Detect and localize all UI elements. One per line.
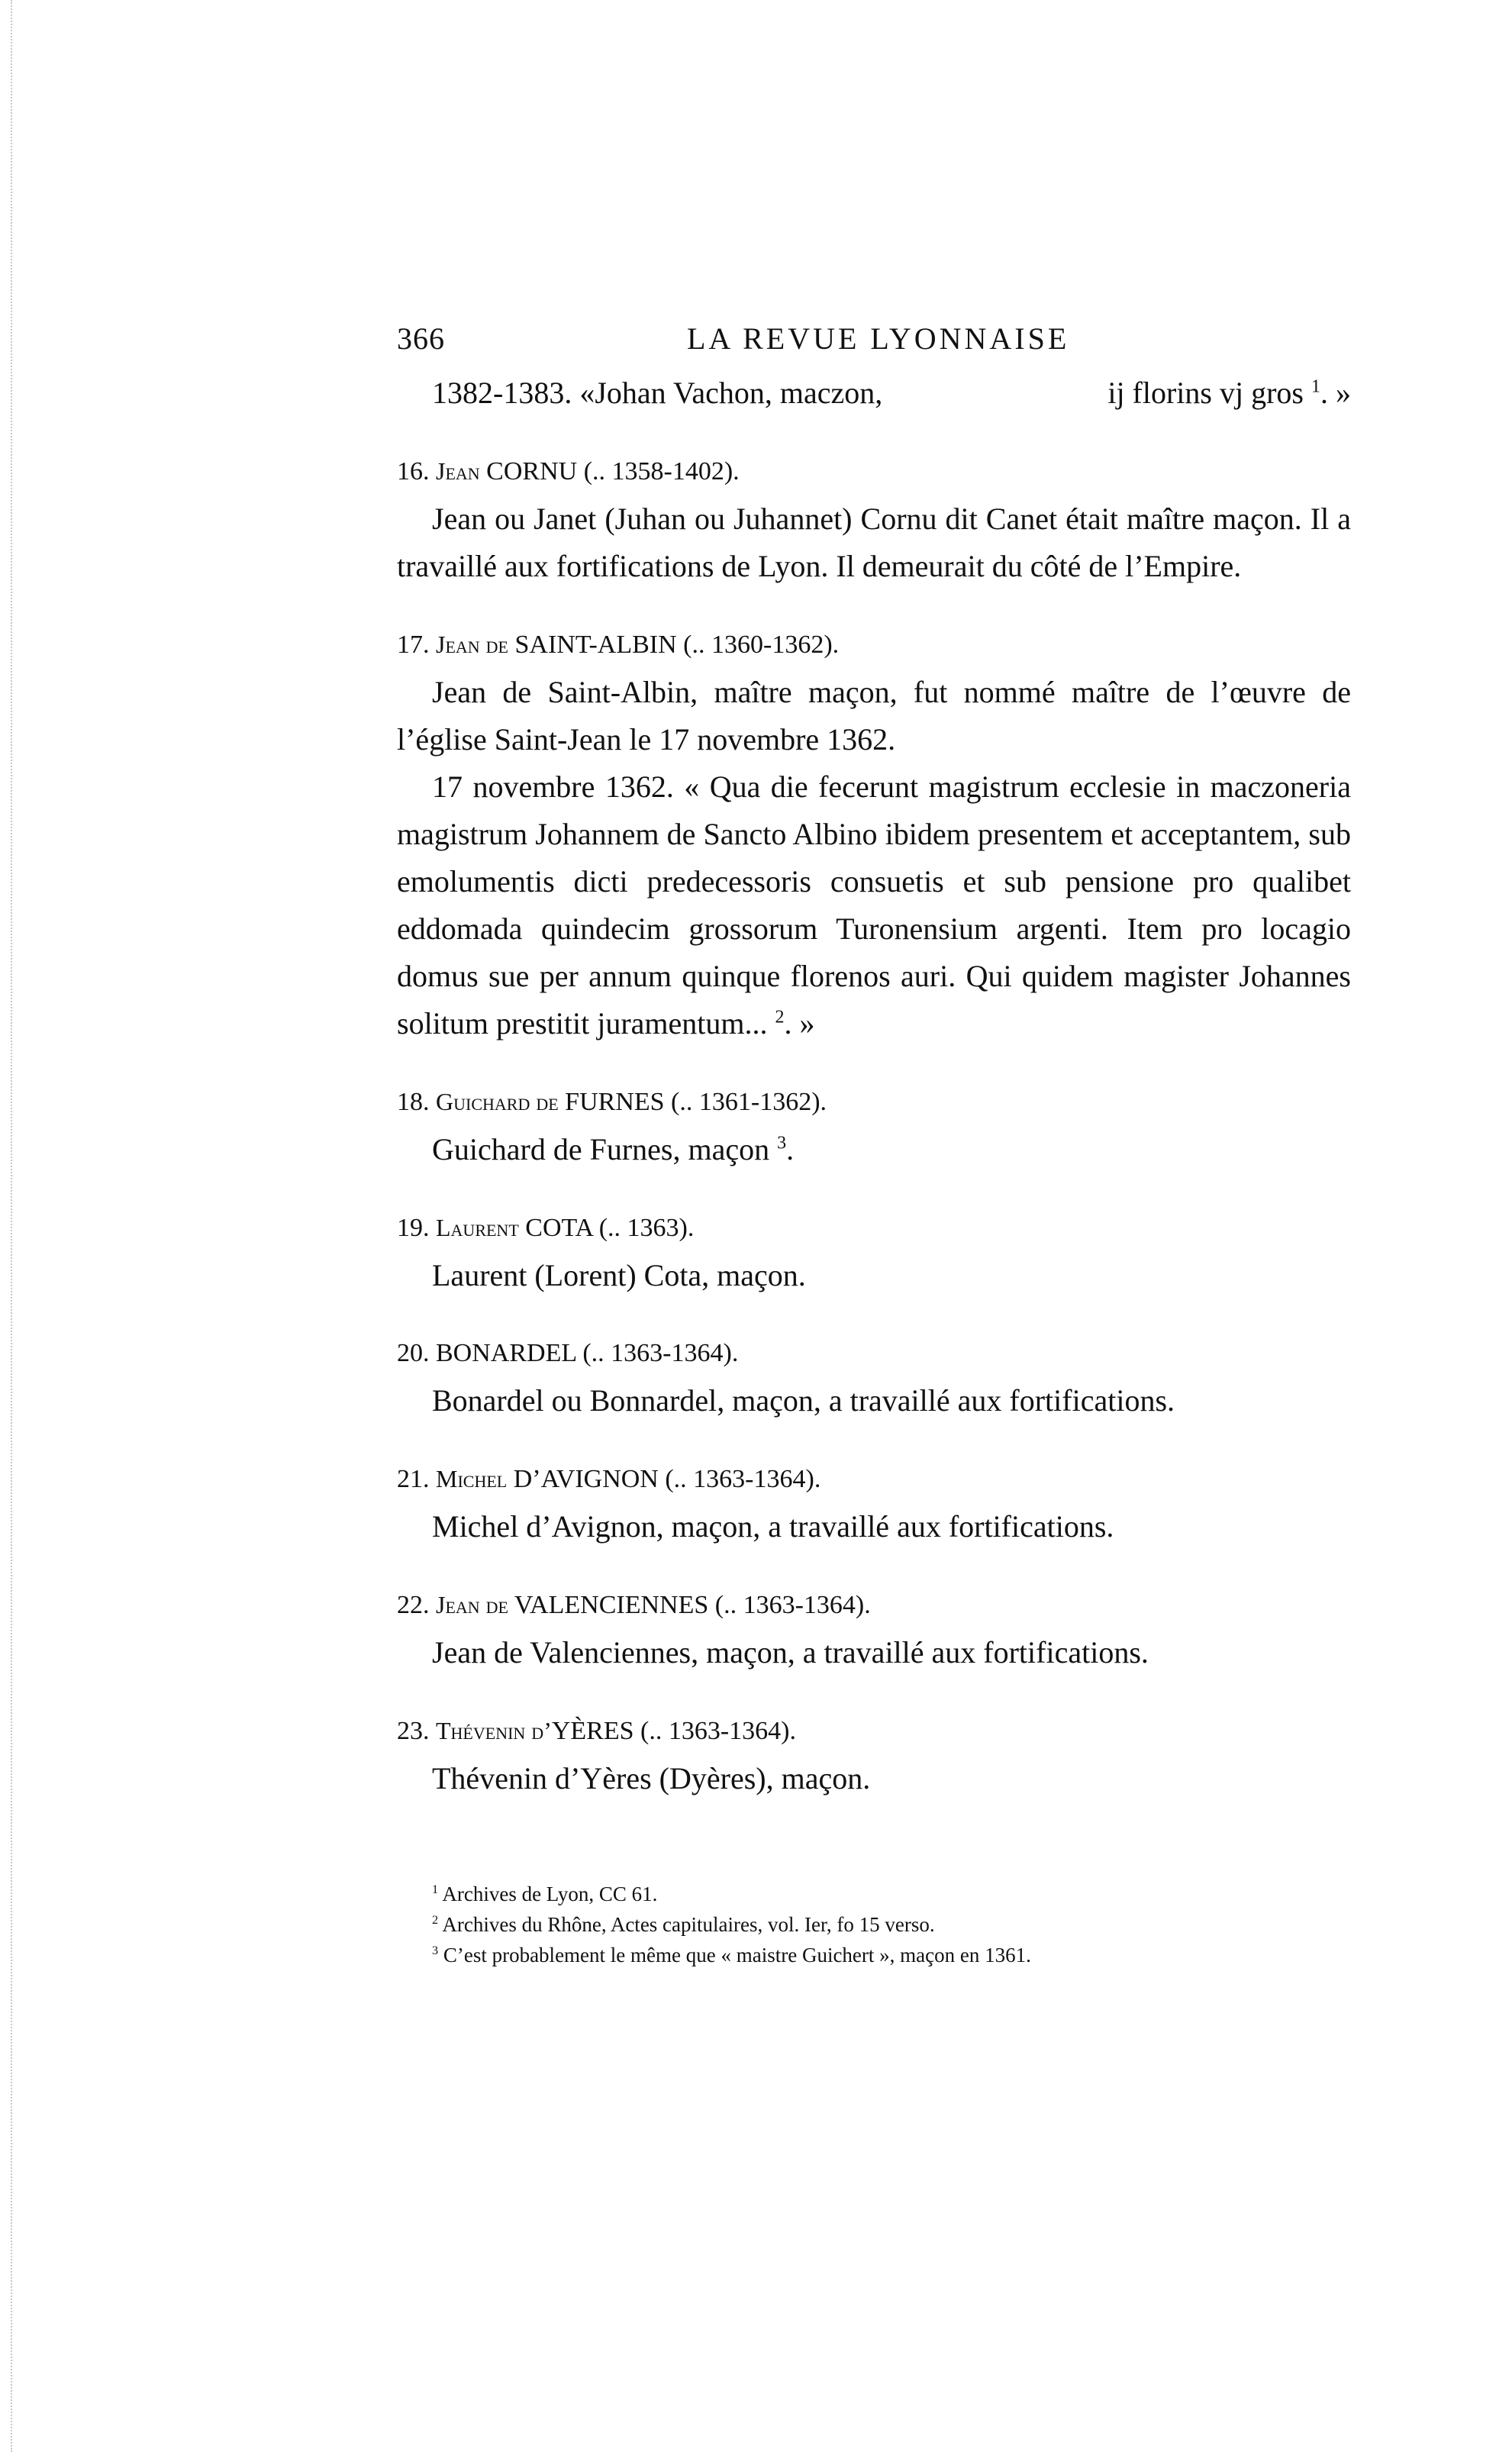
page-header xyxy=(397,321,1351,363)
entry-paragraph: Jean de Saint-Albin, maître maçon, fut nommé maître de l’œuvre de l’église Saint-Jean le 17 novembre 1362. xyxy=(397,675,1351,757)
footnote-mark: 3 xyxy=(432,1944,439,1957)
entry-rest: CORNU (.. 1358-1402). xyxy=(486,457,740,486)
entry-heading-21 xyxy=(397,1455,1351,1503)
entry-rest: D’AVIGNON (.. 1363-1364). xyxy=(513,1465,821,1493)
entry-line-close: . xyxy=(786,1132,795,1166)
entry-name: Jean de xyxy=(436,1591,508,1618)
top-entry-close: . » xyxy=(1320,376,1351,410)
text-block xyxy=(397,321,1351,1970)
entry-name: Laurent xyxy=(436,1214,519,1241)
entry-heading-23 xyxy=(397,1707,1351,1755)
page-number: 366 xyxy=(397,321,445,356)
entry-line: Laurent (Lorent) Cota, maçon. xyxy=(432,1258,806,1292)
entry-name: Michel xyxy=(436,1465,508,1492)
entry-name: Thévenin d’ xyxy=(436,1717,552,1744)
entry-number: 18. xyxy=(397,1088,430,1116)
entry-name: Jean de xyxy=(436,631,508,658)
entry-heading-19 xyxy=(397,1204,1351,1252)
running-title: LA REVUE LYONNAISE xyxy=(687,321,1070,356)
entry-name: Guichard de xyxy=(436,1088,559,1115)
entry-heading-20 xyxy=(397,1330,1351,1377)
entry-rest: VALENCIENNES (.. 1363-1364). xyxy=(514,1591,871,1619)
footnotes xyxy=(397,1879,1351,1970)
footnote-text: Archives du Rhône, Actes capitulaires, vol. Ier, fo 15 verso. xyxy=(442,1913,935,1936)
entry-rest: FURNES (.. 1361-1362). xyxy=(565,1088,827,1116)
footnote xyxy=(432,1909,1351,1940)
entry-paragraph: Jean ou Janet (Juhan ou Juhannet) Cornu dit Canet était maître maçon. Il a travaillé aux fortifications de Lyon. Il demeurait du côté de l’Empire. xyxy=(397,502,1351,583)
entry-number: 22. xyxy=(397,1591,430,1619)
latin-quote-close: . » xyxy=(784,1006,815,1040)
footnote-text: C’est probablement le même que « maistre Guichert », maçon en 1361. xyxy=(443,1944,1031,1966)
entry-number: 16. xyxy=(397,457,430,486)
entry-rest: SAINT-ALBIN (.. 1360-1362). xyxy=(514,631,840,659)
note-ref-3: 3 xyxy=(777,1133,787,1153)
entry-line-text: Guichard de Furnes, maçon xyxy=(432,1132,770,1166)
latin-quote-text: 17 novembre 1362. « Qua die fecerunt magistrum ecclesie in maczoneria magistrum Johannem de Sancto Albino ibidem presentem et acceptantem, sub emolumentis dicti predecessoris consuetis et sub pensione pro qualibet eddomada quindecim grossorum Turonensium argenti. Item pro locagio domus sue per annum quinque florenos auri. Qui quidem magister Johannes solitum prestitit juramentum... xyxy=(397,769,1351,1040)
entry-rest: YÈRES (.. 1363-1364). xyxy=(551,1717,797,1745)
entry-rest: BONARDEL (.. 1363-1364). xyxy=(436,1339,739,1367)
entry-line xyxy=(397,1126,1351,1173)
entry-line: Bonardel ou Bonnardel, maçon, a travaillé aux fortifications. xyxy=(432,1383,1175,1418)
footnote xyxy=(432,1940,1351,1970)
footnote-mark: 2 xyxy=(432,1913,439,1927)
footnote-text: Archives de Lyon, CC 61. xyxy=(442,1883,658,1905)
note-ref-1: 1 xyxy=(1311,376,1320,397)
entry-number: 21. xyxy=(397,1465,430,1493)
entry-line: Michel d’Avignon, maçon, a travaillé aux fortifications. xyxy=(432,1509,1114,1544)
entry-heading-18 xyxy=(397,1078,1351,1126)
entry-number: 23. xyxy=(397,1717,430,1745)
entry-number: 19. xyxy=(397,1214,430,1242)
top-entry-left: 1382-1383. «Johan Vachon, maczon, xyxy=(432,376,883,410)
entry-name: Jean xyxy=(436,457,480,485)
entry-line: Jean de Valenciennes, maçon, a travaillé aux fortifications. xyxy=(432,1635,1149,1670)
footnote xyxy=(432,1879,1351,1909)
footnote-mark: 1 xyxy=(432,1883,439,1896)
entry-line: Thévenin d’Yères (Dyères), maçon. xyxy=(432,1761,871,1795)
note-ref-2: 2 xyxy=(775,1007,785,1028)
top-entry-amount: ij florins vj gros xyxy=(1107,376,1304,410)
entry-heading-16 xyxy=(397,447,1351,495)
entry-heading-17 xyxy=(397,621,1351,669)
entry-number: 20. xyxy=(397,1339,430,1367)
entry-number: 17. xyxy=(397,631,430,659)
latin-quote-paragraph xyxy=(397,763,1351,1047)
top-entry-right xyxy=(1107,369,1351,417)
entry-heading-22 xyxy=(397,1581,1351,1629)
scan-edge xyxy=(0,0,12,2452)
top-entry xyxy=(397,369,1351,417)
entry-rest: COTA (.. 1363). xyxy=(525,1214,695,1242)
